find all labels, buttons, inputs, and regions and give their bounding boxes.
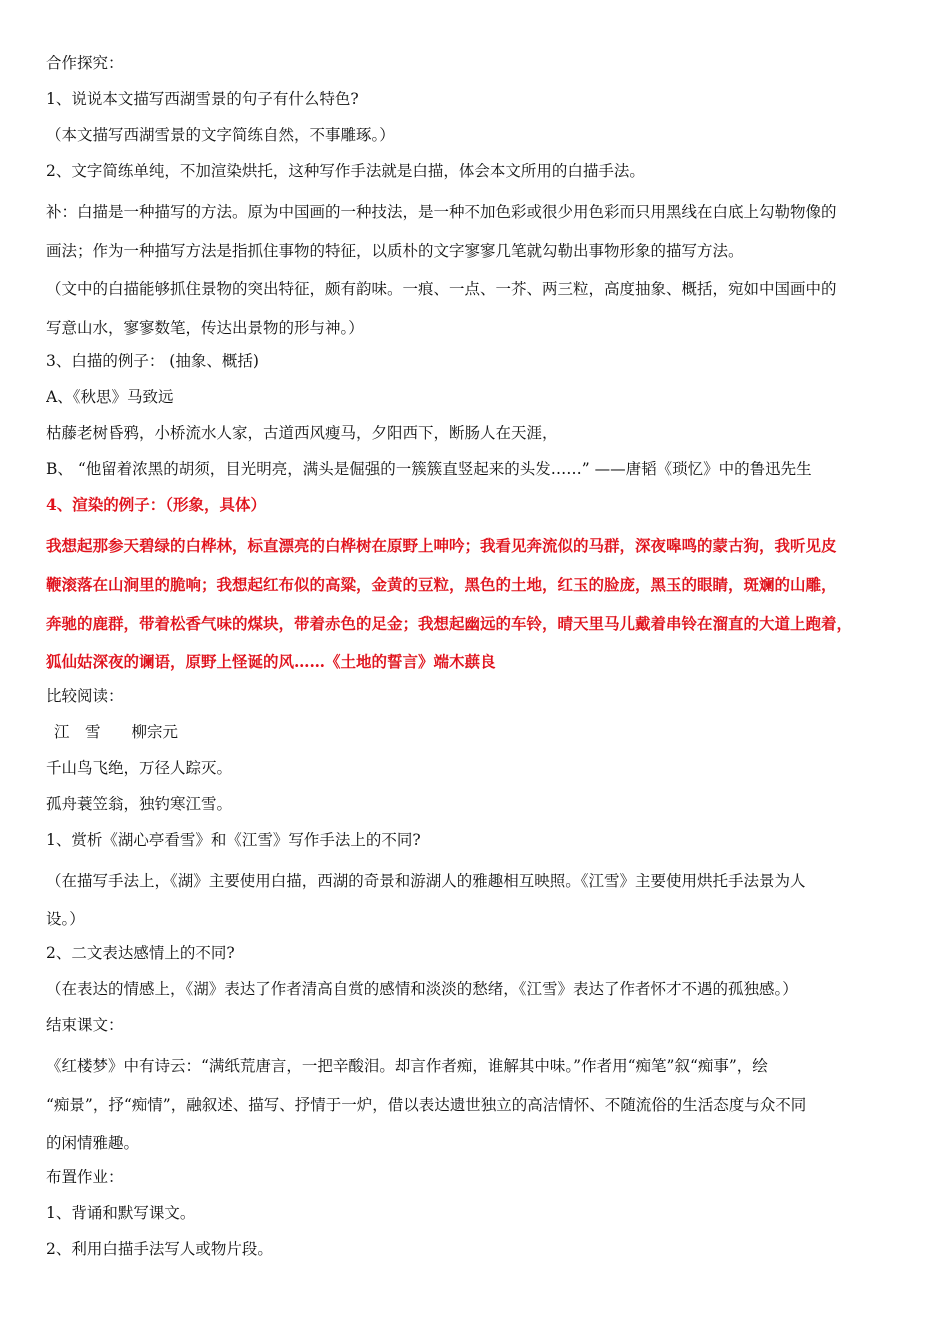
rendering-line-3: 奔驰的鹿群，带着松香气味的煤块，带着赤色的足金；我想起幽远的车铃，晴天里马儿戴着串铃在溜直的大道上跑着， [46, 613, 853, 633]
conclusion-line-3: 的闲情雅趣。 [46, 1134, 140, 1153]
question-2: 2、文字简练单纯，不加渲染烘托，这种写作手法就是白描，体会本文所用的白描手法。 [46, 162, 645, 180]
example-a-poem: 枯藤老树昏鸦，小桥流水人家，古道西风瘦马，夕阳西下，断肠人在天涯， [46, 424, 558, 443]
rendering-line-4: 狐仙姑深夜的谰语，原野上怪诞的风……《土地的誓言》端木蕻良 [46, 652, 496, 672]
rendering-example-heading: 4、渲染的例子：（形象，具体） [46, 495, 267, 515]
poem-line-1: 千山鸟飞绝，万径人踪灭。 [46, 758, 233, 777]
conclusion-line-2: “痴景”，抒“痴情”，融叙述、描写、抒情于一炉，借以表达遗世独立的高洁情怀、不随流俗的生活态度与众不同 [46, 1095, 807, 1114]
answer-2-line-1: （文中的白描能够抓住景物的突出特征，颇有韵味。一痕、一点、一芥、两三粒，高度抽象、概括，宛如中国画中的 [46, 280, 837, 299]
heading-conclusion: 结束课文： [46, 1015, 124, 1034]
compare-question-2: 2、二文表达感情上的不同? [46, 943, 235, 962]
rendering-line-2: 鞭滚落在山涧里的脆响；我想起红布似的高粱，金黄的豆粒，黑色的土地，红玉的脸庞，黑玉的眼睛，斑斓的山雕， [46, 574, 837, 594]
supplement-paragraph [46, 193, 912, 270]
homework-item-1: 1、背诵和默写课文。 [46, 1203, 196, 1222]
homework-item-2: 2、利用白描手法写人或物片段。 [46, 1239, 273, 1258]
example-a-title: A、《秋思》马致远 [46, 388, 174, 407]
heading-comparative-reading: 比较阅读： [46, 686, 124, 705]
example-b: B、 “他留着浓黑的胡须，目光明亮，满头是倔强的一簇簇直竖起来的头发……” ——唐韬《琐忆》中的鲁迅先生 [46, 460, 812, 479]
compare-answer-2: （在表达的情感上，《湖》表达了作者清高自赏的感情和淡淡的愁绪，《江雪》表达了作者怀才不遇的孤独感。） [46, 979, 798, 998]
conclusion-line-1: 《红楼梦》中有诗云：“满纸荒唐言，一把辛酸泪。却言作者痴，谁解其中味。”作者用“痴笔”叙“痴事”，绘 [46, 1056, 768, 1075]
question-1: 1、说说本文描写西湖雪景的句子有什么特色? [46, 90, 359, 108]
compare-question-1: 1、赏析《湖心亭看雪》和《江雪》写作手法上的不同? [46, 830, 421, 849]
question-3: 3、白描的例子： (抽象、概括) [46, 352, 259, 371]
conclusion-paragraph [46, 1047, 912, 1163]
heading-homework: 布置作业： [46, 1167, 124, 1186]
answer-2-line-2: 写意山水，寥寥数笔，传达出景物的形与神。） [46, 318, 364, 337]
poem-title: 江 雪 柳宗元 [54, 722, 179, 741]
supplement-line-1: 补：白描是一种描写的方法。原为中国画的一种技法，是一种不加色彩或很少用色彩而只用黑线在白底上勾勒物像的 [46, 203, 837, 221]
compare-answer-1 [46, 862, 912, 939]
compare-answer-1-line-2: 设。） [46, 910, 85, 929]
compare-answer-1-line-1: （在描写手法上，《湖》主要使用白描，西湖的奇景和游湖人的雅趣相互映照。《江雪》主要使用烘托手法景为人 [46, 871, 806, 890]
rendering-line-1: 我想起那参天碧绿的白桦林，标直漂亮的白桦树在原野上呻吟；我看见奔流似的马群，深夜嗥鸣的蒙古狗，我听见皮 [46, 536, 837, 556]
rendering-example-paragraph [46, 527, 912, 681]
answer-2-paragraph [46, 270, 912, 347]
supplement-line-2: 画法；作为一种描写方法是指抓住事物的特征，以质朴的文字寥寥几笔就勾勒出事物形象的描写方法。 [46, 241, 744, 260]
poem-line-2: 孤舟蓑笠翁，独钓寒江雪。 [46, 794, 233, 813]
answer-1: （本文描写西湖雪景的文字简练自然，不事雕琢。） [46, 126, 395, 144]
document-page [46, 49, 912, 1271]
heading-cooperative-inquiry: 合作探究： [46, 54, 124, 72]
